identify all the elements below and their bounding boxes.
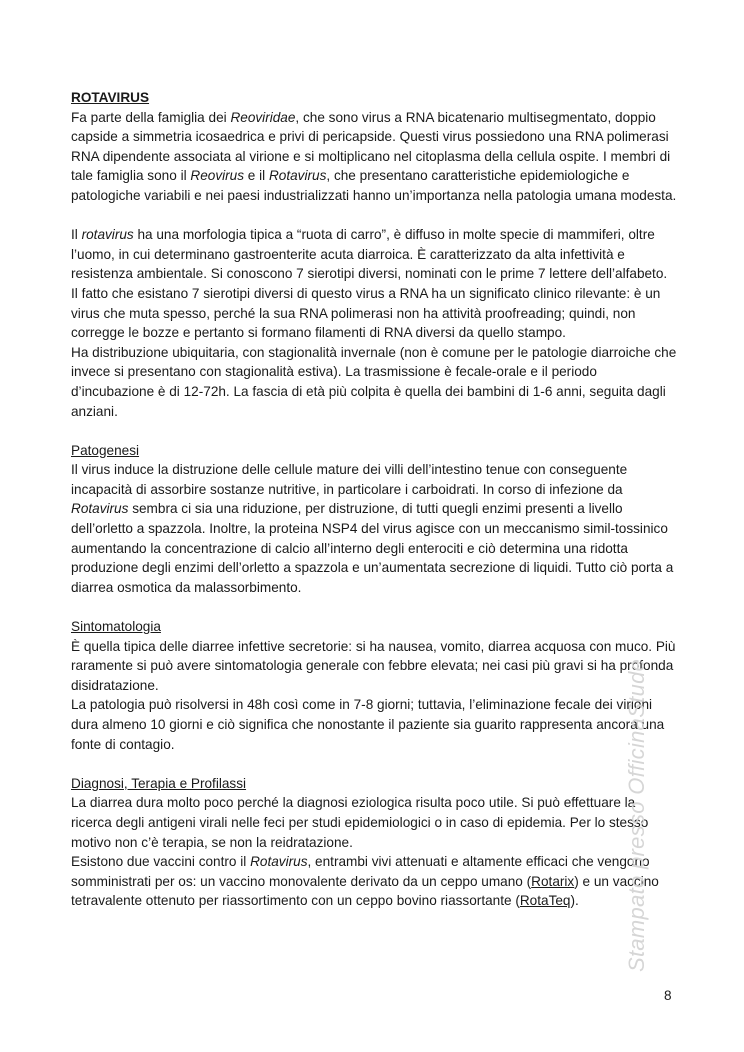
text-run: e il	[244, 168, 269, 184]
italic-term: Rotavirus	[71, 501, 129, 517]
text-run: ).	[570, 893, 579, 909]
text-run: ha una morfologia tipica a “ruota di carro”, è diffuso in molte specie di mammiferi, oltre l’uomo, in cui determinano gastroenterite acuta diarroica. È caratterizzato da alta infettività e resistenza ambientale. Si conoscono 7 sierotipi diversi, nominati con le prime 7 lettere dell’alfabeto. Il fatto che esistano 7 sierotipi diversi di questo virus a RNA ha un significato clinico rilevante: è un virus che muta spesso, perché la sua RNA polimerasi non ha attività proofreading; quindi, non corregge le bozze e pertanto si formano filamenti di RNA diversi da quello stampo.	[71, 227, 668, 341]
text-run: sembra ci sia una riduzione, per distruzione, di tutti quegli enzimi presenti a livello dell’orletto a spazzola. Inoltre, la proteina NSP4 del virus agisce con un meccanismo simil-tossinico aumentando la concentrazione di calcio all’interno degli enterociti e ciò determina una ridotta produzione degli enzimi dell’orletto a spazzola e un’aumentata secrezione di liquidi. Tutto ciò porta a diarrea osmotica da malassorbimento.	[71, 501, 674, 595]
text-run: Il virus induce la distruzione delle cellule mature dei villi dell’intestino tenue con conseguente incapacità di assorbire sostanze nutritive, in particolare i carboidrati. In corso di infezione da	[71, 462, 628, 497]
text-run: Esistono due vaccini contro il	[71, 854, 251, 870]
diagnosis-heading: Diagnosi, Terapia e Profilassi	[71, 775, 247, 791]
diagnosis-paragraph-1	[71, 793, 677, 852]
pathogenesis-paragraph	[71, 460, 677, 597]
text-run: Il	[71, 227, 82, 243]
morphology-paragraph	[71, 225, 677, 343]
text-run: ) e un vaccino tetravalente ottenuto per riassortimento con un ceppo bovino riassortante (	[71, 873, 659, 909]
text-run: , che sono virus a RNA bicatenario multisegmentato, doppio capside a simmetria icosaedrica e privi di pericapside. Questi virus possiedono una RNA polimerasi RNA dipendente associata al virione e si moltiplicano nel citoplasma della cellula ospite. I membri di tale famiglia sono il	[71, 109, 671, 184]
vaccine-name: RotaTeq	[519, 893, 571, 909]
document-title: ROTAVIRUS	[71, 90, 150, 105]
pathogenesis-heading: Patogenesi	[71, 442, 140, 458]
page-number: 8	[664, 988, 672, 1003]
symptoms-paragraph-1	[71, 637, 677, 696]
watermark: Stampato presso OfficinaStude	[624, 658, 649, 972]
italic-term: rotavirus	[81, 227, 134, 243]
vaccines-paragraph	[71, 852, 677, 911]
distribution-paragraph	[71, 343, 677, 421]
symptoms-paragraph-2	[71, 695, 677, 754]
intro-paragraph	[71, 108, 677, 206]
text-run: La patologia può risolversi in 48h così come in 7-8 giorni; tuttavia, l’eliminazione fecale dei virioni dura almeno 10 giorni e ciò significa che nonostante il paziente sia guarito rappresenta ancora una fonte di contagio.	[71, 697, 665, 752]
document-body	[71, 88, 677, 911]
italic-term: Reovirus	[190, 168, 245, 184]
symptoms-heading: Sintomatologia	[71, 619, 161, 635]
text-run: Fa parte della famiglia dei	[71, 109, 231, 125]
italic-term: Rotavirus	[268, 168, 327, 184]
italic-term: Rotavirus	[250, 854, 308, 870]
vaccine-name: Rotarix	[531, 873, 575, 889]
italic-term: Reoviridae	[230, 109, 296, 125]
text-run: , che presentano caratteristiche epidemiologiche e patologiche variabili e nei paesi industrializzati hanno un’importanza nella patologia umana modesta.	[71, 168, 677, 203]
text-run: Ha distribuzione ubiquitaria, con stagionalità invernale (non è comune per le patologie diarroiche che invece si presentano con stagionalità estiva). La trasmissione è fecale-orale e il periodo d’incubazione è di 12-72h. La fascia di età più colpita è quella dei bambini di 1-6 anni, seguita dagli anziani.	[71, 344, 677, 419]
text-run: È quella tipica delle diarree infettive secretorie: si ha nausea, vomito, diarrea acquosa con muco. Più raramente si può avere sintomatologia generale con febbre elevata; nei casi più gravi si ha profonda disidratazione.	[71, 638, 676, 693]
text-run: La diarrea dura molto poco perché la diagnosi eziologica risulta poco utile. Si può effettuare la ricerca degli antigeni virali nelle feci per studi epidemiologici o in caso di epidemia. Per lo stesso motivo non c’è terapia, se non la reidratazione.	[71, 795, 649, 850]
text-run: , entrambi vivi attenuati e altamente efficaci che vengono somministrati per os: un vaccino monovalente derivato da un ceppo umano (	[71, 854, 650, 889]
